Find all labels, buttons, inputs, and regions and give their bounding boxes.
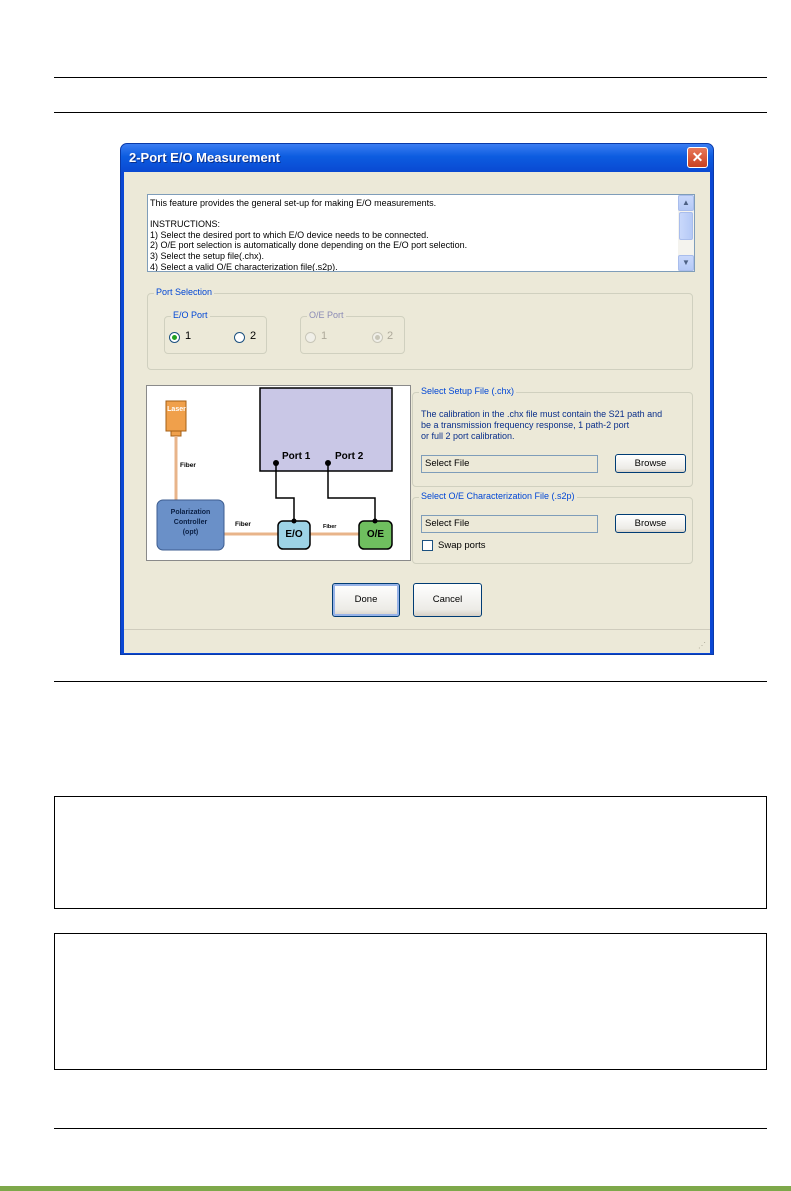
done-button[interactable]: Done xyxy=(332,583,400,617)
note-box-1 xyxy=(54,796,767,909)
polarization-controller-label xyxy=(157,508,224,538)
description-line: be a transmission frequency response, 1 path-2 port xyxy=(421,419,630,430)
scroll-thumb[interactable] xyxy=(679,212,693,240)
eo-port-1-label[interactable]: 1 xyxy=(185,330,192,342)
oe-port-2-radio[interactable] xyxy=(372,332,383,343)
eo-port-2-radio[interactable] xyxy=(234,332,245,343)
close-icon[interactable]: ✕ xyxy=(687,147,708,168)
port-selection-label: Port Selection xyxy=(156,287,213,297)
scroll-up-icon[interactable]: ▲ xyxy=(678,195,694,211)
eo-label: E/O xyxy=(285,529,303,540)
instruction-line: 1) Select the desired port to which E/O device needs to be connected. xyxy=(150,229,429,240)
setup-file-description xyxy=(421,409,691,441)
oe-port-group xyxy=(300,310,405,354)
instruction-line xyxy=(150,209,675,220)
oe-file-label: Select O/E Characterization File (.s2p) xyxy=(421,491,575,501)
oe-port-2-label: 2 xyxy=(387,330,394,342)
top-rule-1 xyxy=(54,77,767,78)
instructions-textarea[interactable] xyxy=(147,194,695,272)
setup-file-label: Select Setup File (.chx) xyxy=(421,386,515,396)
polarization-line: Polarization xyxy=(170,509,211,516)
note-box-2 xyxy=(54,933,767,1070)
instructions-text xyxy=(150,198,675,272)
polarization-line: (opt) xyxy=(182,529,199,536)
status-bar xyxy=(124,629,710,653)
eo-port-1-radio[interactable] xyxy=(169,332,180,343)
cancel-button[interactable]: Cancel xyxy=(413,583,482,617)
oe-label: O/E xyxy=(366,529,385,540)
port2-dot xyxy=(325,460,331,466)
instruction-line: 3) Select the setup file(.chx). xyxy=(150,250,265,261)
oe-port-1-radio[interactable] xyxy=(305,332,316,343)
oe-port-label: O/E Port xyxy=(309,310,344,320)
port-selection-group xyxy=(147,287,693,370)
eo-measurement-dialog xyxy=(120,143,714,655)
setup-file-field[interactable]: Select File xyxy=(421,455,598,473)
oe-browse-button[interactable]: Browse xyxy=(615,514,686,533)
bottom-rule xyxy=(54,1128,767,1129)
instrument-box xyxy=(260,388,392,471)
title-bar[interactable] xyxy=(121,144,713,172)
dialog-client xyxy=(124,172,710,652)
laser-label: Laser xyxy=(167,406,186,413)
eo-port-2-label[interactable]: 2 xyxy=(250,330,257,342)
bottom-strip xyxy=(0,1186,791,1191)
fiber-vertical-label: Fiber xyxy=(180,462,196,469)
swap-ports-label[interactable]: Swap ports xyxy=(438,540,486,551)
instruction-line: 2) O/E port selection is automatically done depending on the E/O port selection. xyxy=(150,240,468,251)
setup-browse-button[interactable]: Browse xyxy=(615,454,686,473)
mid-rule xyxy=(54,681,767,682)
port1-label: Port 1 xyxy=(282,451,311,462)
oe-dot xyxy=(373,519,378,524)
instruction-line: 4) Select a valid O/E characterization file(.s2p). xyxy=(150,261,338,272)
laser-nozzle xyxy=(171,431,181,436)
resize-grip-icon[interactable]: ⋰ xyxy=(698,641,706,650)
eo-port-group xyxy=(164,310,267,354)
eo-dot xyxy=(292,519,297,524)
scroll-down-icon[interactable]: ▼ xyxy=(678,255,694,271)
port2-label: Port 2 xyxy=(335,451,364,462)
instruction-line: This feature provides the general set-up for making E/O measurements. xyxy=(150,198,437,208)
description-line: or full 2 port calibration. xyxy=(421,430,515,441)
description-line: The calibration in the .chx file must contain the S21 path and xyxy=(421,409,663,419)
setup-diagram xyxy=(146,385,411,561)
instruction-line: INSTRUCTIONS: xyxy=(150,219,221,230)
setup-file-group xyxy=(412,386,693,487)
oe-port-1-label: 1 xyxy=(321,330,328,342)
polarization-line: Controller xyxy=(173,519,208,526)
fiber-mid-label: Fiber xyxy=(323,524,337,530)
swap-ports-checkbox[interactable] xyxy=(422,540,433,551)
fiber-left-label: Fiber xyxy=(235,521,251,528)
dialog-title: 2-Port E/O Measurement xyxy=(129,150,280,165)
oe-file-field[interactable]: Select File xyxy=(421,515,598,533)
port1-dot xyxy=(273,460,279,466)
top-rule-2 xyxy=(54,112,767,113)
oe-file-group xyxy=(412,491,693,564)
eo-port-label: E/O Port xyxy=(173,310,208,320)
instructions-scrollbar[interactable] xyxy=(678,195,694,271)
